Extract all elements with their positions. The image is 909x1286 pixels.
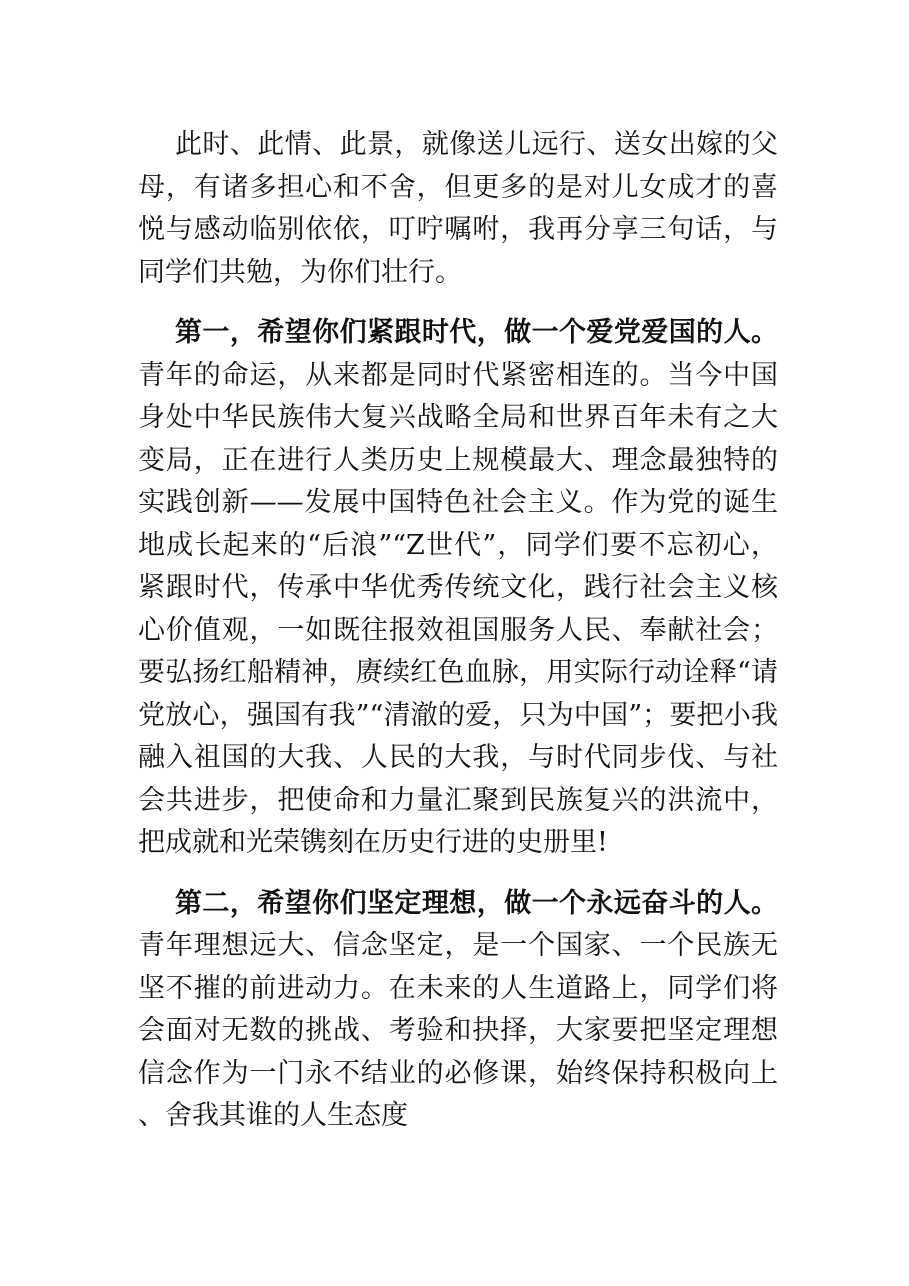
paragraph-second-hope (138, 883, 778, 1138)
document-body (138, 124, 778, 1156)
paragraph-lead: 第一，希望你们紧跟时代，做一个爱党爱国的人。 (175, 317, 778, 348)
paragraph-lead: 第二，希望你们坚定理想，做一个永远奋斗的人。 (175, 887, 778, 919)
paragraph-first-hope (138, 312, 778, 865)
paragraph-intro (138, 124, 778, 294)
paragraph-text: 此时、此情、此景，就像送儿远行、送女出嫁的父母，有诸多担心和不舍，但更多的是对儿女成才的喜悦与感动临别依依，叮咛嘱咐，我再分享三句话，与同学们共勉，为你们壮行。 (138, 129, 778, 288)
paragraph-text: 青年的命运，从来都是同时代紧密相连的。当今中国身处中华民族伟大复兴战略全局和世界百年未有之大变局，正在进行人类历史上规模最大、理念最独特的实践创新——发展中国特色社会主义。作为党的诞生地成长起来的“后浪”“Z世代”，同学们要不忘初心，紧跟时代，传承中华优秀传统文化，践行社会主义核心价值观，一如既往报效祖国服务人民、奉献社会；要弘扬红船精神，赓续红色血脉，用实际行动诠释“请党放心，强国有我”“清澈的爱，只为中国”；要把小我融入祖国的大我、人民的大我，与时代同步伐、与社会共进步，把使命和力量汇聚到民族复兴的洪流中，把成就和光荣镌刻在历史行进的史册里! (138, 359, 778, 858)
paragraph-text: 青年理想远大、信念坚定，是一个国家、一个民族无坚不摧的前进动力。在未来的人生道路上，同学们将会面对无数的挑战、考验和抉择，大家要把坚定理想信念作为一门永不结业的必修课，始终保持积极向上、舍我其谁的人生态度 (138, 930, 778, 1131)
